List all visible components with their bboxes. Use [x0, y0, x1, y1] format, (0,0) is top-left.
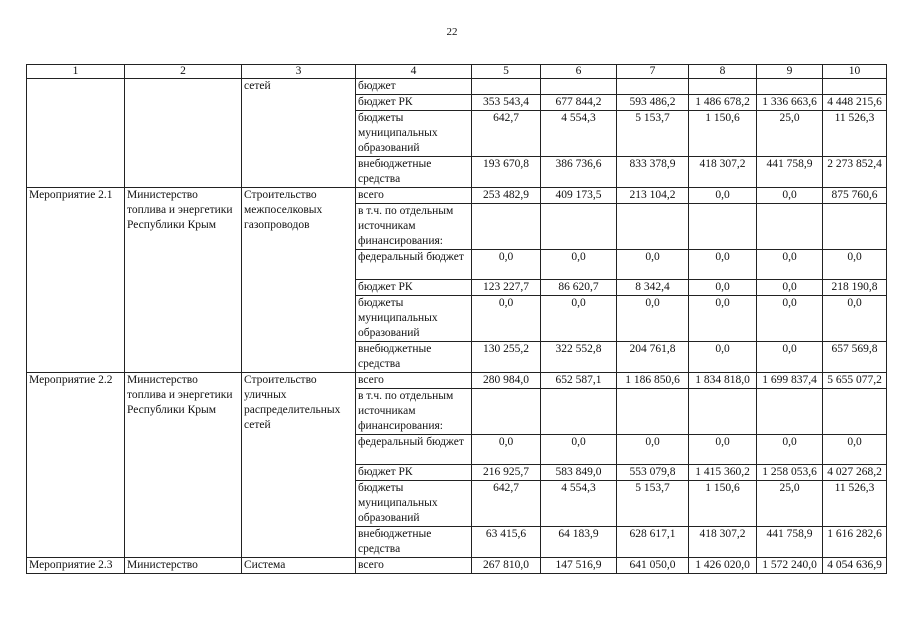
value-cell — [472, 389, 541, 435]
value-cell: 1 699 837,4 — [757, 373, 823, 389]
value-cell: 147 516,9 — [541, 558, 617, 574]
value-cell: 11 526,3 — [823, 481, 887, 527]
value-cell: 0,0 — [689, 280, 757, 296]
value-cell: 0,0 — [823, 435, 887, 465]
value-cell: 267 810,0 — [472, 558, 541, 574]
value-cell: 418 307,2 — [689, 157, 757, 188]
value-cell: 0,0 — [617, 250, 689, 280]
value-cell: 0,0 — [617, 296, 689, 342]
value-cell: 1 834 818,0 — [689, 373, 757, 389]
value-cell: 253 482,9 — [472, 188, 541, 204]
value-cell: 204 761,8 — [617, 342, 689, 373]
value-cell — [541, 79, 617, 95]
value-cell: 1 186 850,6 — [617, 373, 689, 389]
value-cell — [757, 79, 823, 95]
budget-table — [26, 64, 887, 574]
value-cell: 418 307,2 — [689, 527, 757, 558]
value-cell: 409 173,5 — [541, 188, 617, 204]
measure-executor: Министерство топлива и энергетики Республики Крым — [125, 188, 242, 373]
header-cell: 1 — [27, 65, 125, 79]
value-cell — [541, 389, 617, 435]
value-cell — [689, 389, 757, 435]
header-cell: 7 — [617, 65, 689, 79]
funding-source-label: всего — [356, 373, 472, 389]
value-cell — [823, 79, 887, 95]
value-cell: 0,0 — [689, 435, 757, 465]
value-cell: 25,0 — [757, 111, 823, 157]
value-cell: 652 587,1 — [541, 373, 617, 389]
value-cell: 0,0 — [472, 296, 541, 342]
funding-source-label: в т.ч. по отдельным источникам финансирования: — [356, 389, 472, 435]
header-cell: 5 — [472, 65, 541, 79]
value-cell: 213 104,2 — [617, 188, 689, 204]
value-cell: 0,0 — [689, 188, 757, 204]
value-cell: 86 620,7 — [541, 280, 617, 296]
value-cell — [617, 79, 689, 95]
header-cell: 8 — [689, 65, 757, 79]
value-cell: 1 486 678,2 — [689, 95, 757, 111]
value-cell: 0,0 — [541, 435, 617, 465]
value-cell: 5 153,7 — [617, 111, 689, 157]
funding-source-label: бюджет РК — [356, 280, 472, 296]
funding-source-label: всего — [356, 188, 472, 204]
measure-name — [27, 79, 125, 188]
value-cell: 0,0 — [541, 250, 617, 280]
table-row — [27, 373, 887, 389]
funding-source-label: федеральный бюджет — [356, 435, 472, 465]
funding-source-label: федеральный бюджет — [356, 250, 472, 280]
value-cell: 441 758,9 — [757, 157, 823, 188]
value-cell: 4 554,3 — [541, 111, 617, 157]
value-cell: 583 849,0 — [541, 465, 617, 481]
table-row — [27, 79, 887, 95]
funding-source-label: бюджет РК — [356, 95, 472, 111]
value-cell: 441 758,9 — [757, 527, 823, 558]
funding-source-label: бюджет РК — [356, 465, 472, 481]
value-cell: 0,0 — [823, 296, 887, 342]
value-cell: 4 054 636,9 — [823, 558, 887, 574]
measure-description: Строительство межпоселковых газопроводов — [242, 188, 356, 373]
value-cell: 642,7 — [472, 481, 541, 527]
value-cell — [617, 204, 689, 250]
value-cell: 593 486,2 — [617, 95, 689, 111]
value-cell: 0,0 — [472, 250, 541, 280]
header-row — [27, 65, 887, 79]
value-cell: 11 526,3 — [823, 111, 887, 157]
value-cell: 25,0 — [757, 481, 823, 527]
table-body — [27, 65, 887, 574]
table-row — [27, 558, 887, 574]
value-cell — [472, 204, 541, 250]
value-cell — [689, 204, 757, 250]
value-cell — [541, 204, 617, 250]
funding-source-label: в т.ч. по отдельным источникам финансирования: — [356, 204, 472, 250]
value-cell: 0,0 — [757, 280, 823, 296]
value-cell: 8 342,4 — [617, 280, 689, 296]
value-cell: 63 415,6 — [472, 527, 541, 558]
value-cell — [757, 204, 823, 250]
value-cell — [757, 389, 823, 435]
value-cell: 0,0 — [541, 296, 617, 342]
value-cell: 4 554,3 — [541, 481, 617, 527]
value-cell: 0,0 — [757, 188, 823, 204]
value-cell — [823, 389, 887, 435]
measure-name: Мероприятие 2.1 — [27, 188, 125, 373]
funding-source-label: внебюджетные средства — [356, 527, 472, 558]
value-cell: 353 543,4 — [472, 95, 541, 111]
header-cell: 3 — [242, 65, 356, 79]
funding-source-label: внебюджетные средства — [356, 342, 472, 373]
value-cell: 1 150,6 — [689, 111, 757, 157]
value-cell: 0,0 — [689, 296, 757, 342]
value-cell — [689, 79, 757, 95]
funding-source-label: бюджеты муниципальных образований — [356, 111, 472, 157]
value-cell: 1 426 020,0 — [689, 558, 757, 574]
value-cell: 641 050,0 — [617, 558, 689, 574]
funding-source-label: всего — [356, 558, 472, 574]
funding-source-label: внебюджетные средства — [356, 157, 472, 188]
value-cell: 0,0 — [689, 250, 757, 280]
value-cell: 5 655 077,2 — [823, 373, 887, 389]
header-cell: 10 — [823, 65, 887, 79]
value-cell: 0,0 — [757, 342, 823, 373]
measure-executor: Министерство топлива и энергетики Республики Крым — [125, 373, 242, 558]
measure-executor: Министерство — [125, 558, 242, 574]
value-cell: 0,0 — [757, 250, 823, 280]
funding-source-label: бюджет — [356, 79, 472, 95]
value-cell: 1 616 282,6 — [823, 527, 887, 558]
value-cell: 1 336 663,6 — [757, 95, 823, 111]
funding-source-label: бюджеты муниципальных образований — [356, 296, 472, 342]
value-cell: 1 150,6 — [689, 481, 757, 527]
measure-name: Мероприятие 2.3 — [27, 558, 125, 574]
value-cell: 216 925,7 — [472, 465, 541, 481]
value-cell: 1 415 360,2 — [689, 465, 757, 481]
value-cell: 0,0 — [472, 435, 541, 465]
page-number: 22 — [446, 26, 458, 38]
value-cell: 0,0 — [689, 342, 757, 373]
value-cell: 642,7 — [472, 111, 541, 157]
value-cell: 123 227,7 — [472, 280, 541, 296]
header-cell: 2 — [125, 65, 242, 79]
value-cell: 64 183,9 — [541, 527, 617, 558]
header-cell: 9 — [757, 65, 823, 79]
value-cell: 677 844,2 — [541, 95, 617, 111]
value-cell: 657 569,8 — [823, 342, 887, 373]
header-cell: 6 — [541, 65, 617, 79]
value-cell: 218 190,8 — [823, 280, 887, 296]
value-cell: 1 258 053,6 — [757, 465, 823, 481]
value-cell: 875 760,6 — [823, 188, 887, 204]
value-cell: 322 552,8 — [541, 342, 617, 373]
measure-name: Мероприятие 2.2 — [27, 373, 125, 558]
value-cell: 0,0 — [757, 435, 823, 465]
value-cell — [823, 204, 887, 250]
value-cell: 553 079,8 — [617, 465, 689, 481]
value-cell: 280 984,0 — [472, 373, 541, 389]
value-cell: 2 273 852,4 — [823, 157, 887, 188]
measure-description: Система — [242, 558, 356, 574]
value-cell: 0,0 — [823, 250, 887, 280]
value-cell — [472, 79, 541, 95]
header-cell: 4 — [356, 65, 472, 79]
table-row — [27, 188, 887, 204]
funding-source-label: бюджеты муниципальных образований — [356, 481, 472, 527]
measure-description: сетей — [242, 79, 356, 188]
value-cell: 4 448 215,6 — [823, 95, 887, 111]
value-cell: 628 617,1 — [617, 527, 689, 558]
value-cell: 0,0 — [617, 435, 689, 465]
value-cell: 833 378,9 — [617, 157, 689, 188]
measure-description: Строительство уличных распределительных сетей — [242, 373, 356, 558]
value-cell — [617, 389, 689, 435]
value-cell: 4 027 268,2 — [823, 465, 887, 481]
value-cell: 5 153,7 — [617, 481, 689, 527]
value-cell: 0,0 — [757, 296, 823, 342]
value-cell: 1 572 240,0 — [757, 558, 823, 574]
value-cell: 193 670,8 — [472, 157, 541, 188]
measure-executor — [125, 79, 242, 188]
value-cell: 386 736,6 — [541, 157, 617, 188]
value-cell: 130 255,2 — [472, 342, 541, 373]
